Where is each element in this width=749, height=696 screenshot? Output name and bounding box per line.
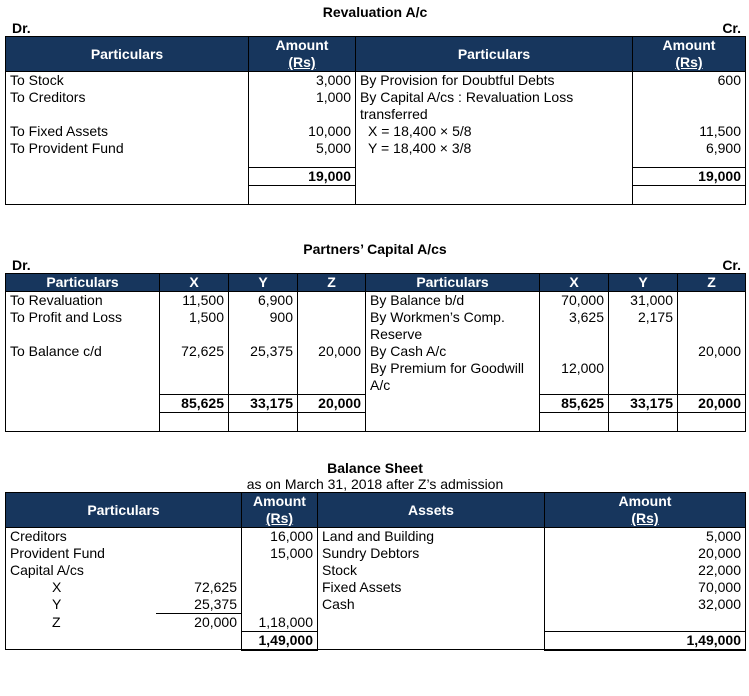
header-assets: Assets: [318, 493, 545, 528]
table-row: To Stock 3,000 By Provision for Doubtful Debts 600: [6, 72, 746, 90]
balance-sheet-section: [5, 460, 745, 651]
revaluation-section: [5, 4, 745, 205]
revaluation-total-left: 19,000: [249, 167, 356, 185]
header-particulars-right: Particulars: [356, 37, 633, 72]
table-row: Capital A/cs Stock 22,000: [6, 562, 746, 579]
balance-sheet-total-row: [6, 631, 746, 650]
balance-sheet-table: [5, 492, 746, 651]
table-row: Provident Fund 15,000 Sundry Debtors 20,000: [6, 545, 746, 562]
capital-dr-label: Dr.: [12, 257, 31, 273]
header-particulars: Particulars: [6, 493, 242, 528]
balance-sheet-subtitle: as on March 31, 2018 after Z’s admission: [246, 476, 504, 492]
revaluation-table: [5, 36, 746, 205]
table-row: X 72,625 Fixed Assets 70,000: [6, 579, 746, 596]
capital-total-row: 85,625 33,175 20,000 85,625 33,175 20,000: [6, 394, 746, 412]
revaluation-total-right: 19,000: [633, 167, 746, 185]
header-particulars-left: Particulars: [6, 274, 160, 292]
balance-sheet-title: Balance Sheet: [327, 460, 423, 476]
capital-title: Partners’ Capital A/cs: [303, 241, 447, 257]
capital-section: [5, 241, 745, 432]
table-row: To Provident Fund 5,000 Y = 18,400 × 3/8 6,900: [6, 140, 746, 157]
header-amount-left: Amount (Rs): [242, 493, 318, 528]
header-amount-right: Amount (Rs): [633, 37, 746, 72]
revaluation-dr-label: Dr.: [12, 20, 31, 36]
revaluation-title: Revaluation A/c: [322, 4, 428, 20]
revaluation-total-row: [6, 167, 746, 185]
table-row: Creditors 16,000 Land and Building 5,000: [6, 528, 746, 546]
table-row: To Revaluation 11,500 6,900 By Balance b/d 70,000 31,000: [6, 292, 746, 310]
header-particulars-left: Particulars: [6, 37, 249, 72]
table-row: Z 20,000 1,18,000: [6, 614, 746, 632]
header-y-right: Y: [609, 274, 678, 292]
revaluation-cr-label: Cr.: [722, 20, 741, 36]
table-row: By Premium for Goodwill A/c 12,000: [6, 360, 746, 394]
table-row: To Fixed Assets 10,000 X = 18,400 × 5/8 11,500: [6, 123, 746, 140]
table-row: To Profit and Loss 1,500 900 By Workmen’s Comp. Reserve 3,625 2,175: [6, 309, 746, 343]
balance-sheet-total-right: 1,49,000: [545, 631, 746, 650]
capital-table: [5, 273, 746, 432]
header-amount-right: Amount (Rs): [545, 493, 746, 528]
table-row: To Creditors 1,000 By Capital A/cs : Revaluation Loss transferred: [6, 89, 746, 123]
table-row: To Balance c/d 72,625 25,375 20,000 By Cash A/c 20,000: [6, 343, 746, 360]
header-y-left: Y: [229, 274, 298, 292]
table-row: Y 25,375 Cash 32,000: [6, 596, 746, 614]
header-z-left: Z: [298, 274, 366, 292]
header-amount-left: Amount (Rs): [249, 37, 356, 72]
capital-cr-label: Cr.: [722, 257, 741, 273]
balance-sheet-total-left: 1,49,000: [242, 631, 318, 650]
header-particulars-right: Particulars: [366, 274, 540, 292]
header-z-right: Z: [678, 274, 746, 292]
header-x-left: X: [160, 274, 229, 292]
header-x-right: X: [540, 274, 609, 292]
